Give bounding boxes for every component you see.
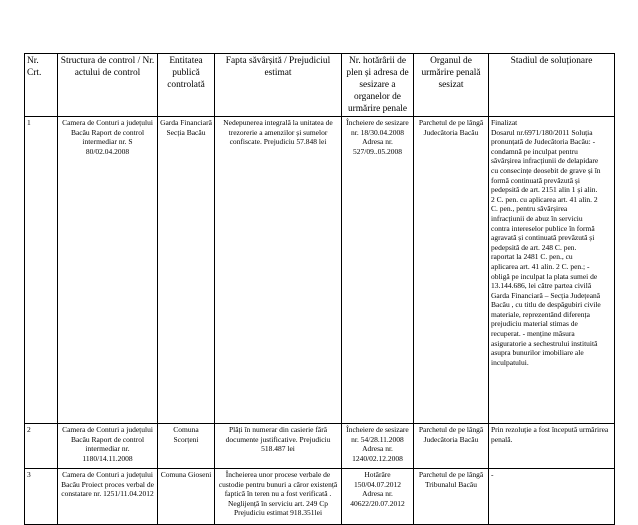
cell-stadiul: [489, 117, 615, 424]
stadiul-line: formă continuată prevăzută și: [491, 175, 580, 185]
stadiul-line: Bacău , cu titlu de despăgubiri civile: [491, 300, 601, 310]
cell-hotararea: Încheiere de sesizare nr. 18/30.04.2008 Adresa nr. 527/09..05.2008: [342, 117, 414, 424]
investigations-table: [24, 53, 615, 525]
stadiul-line: Prin rezoluție a fost începută urmărirea penală.: [491, 425, 609, 444]
stadiul-line: Finalizat: [491, 118, 518, 127]
cell-nr: 2: [25, 424, 58, 469]
cell-hotararea: Hotărâre 150/04.07.2012 Adresa nr. 40622/20.07.2012: [342, 469, 414, 525]
stadiul-line: condamnă pe inculpat pentru: [491, 146, 578, 156]
cell-organul: Parchetul de pe lângă Tribunalul Bacău: [414, 469, 489, 525]
stadiul-line: pedepsită de art. 2151 alin 1 și alin.: [491, 185, 598, 195]
cell-nr: 1: [25, 117, 58, 424]
stadiul-line: materiale, reprezentând diferența: [491, 309, 590, 319]
stadiul-line: Garda Financiară – Secția Județeană: [491, 290, 601, 300]
stadiul-line: săvârșirea infracțiunii de delapidare: [491, 156, 599, 166]
stadiul-line: obligă pe inculpat la plata sumei de: [491, 271, 598, 281]
cell-structura: Camera de Conturi a județului Bacău Raport de control intermediar nr. S 80/02.04.2008: [58, 117, 158, 424]
header-organul: Organul de urmărire penală sesizat: [414, 54, 489, 117]
header-fapta: Fapta săvârșită / Prejudiciul estimat: [215, 54, 342, 117]
cell-entitatea: Garda Financiară Secția Bacău: [158, 117, 215, 424]
stadiul-line: 2 C. pen. cu aplicarea art. 41 alin. 2: [491, 194, 598, 204]
cell-stadiul: [489, 469, 615, 525]
stadiul-line: raportat la 2481 C. pen., cu: [491, 252, 573, 262]
stadiul-line: C. pen., pentru săvârșirea: [491, 204, 568, 214]
cell-organul: Parchetul de pe lângă Judecătoria Bacău: [414, 117, 489, 424]
header-hotararea: Nr. hotărârii de plen și adresa de sesizare a organelor de urmărire penale: [342, 54, 414, 117]
stadiul-line: pronunțată de Judecătoria Bacău: -: [491, 137, 596, 147]
header-structura: Structura de control / Nr. actului de control: [58, 54, 158, 117]
cell-fapta: Nedepunerea integrală la unitatea de trezorerie a amenzilor și sumelor confiscate. Prejudiciu 57.848 lei: [215, 117, 342, 424]
cell-structura: Camera de Conturi a județului Bacău Raport de control intermediar nr. 1180/14.11.2008: [58, 424, 158, 469]
cell-entitatea: Comuna Scorțeni: [158, 424, 215, 469]
table-row: [25, 469, 615, 525]
stadiul-line: agravată și continuată prevăzută și: [491, 233, 595, 243]
stadiul-line: aplicarea art. 41 alin. 2 C. pen.; -: [491, 261, 590, 271]
header-row: [25, 54, 615, 117]
stadiul-line: asupra bunurilor imobiliare ale: [491, 348, 584, 358]
header-stadiul: Stadiul de soluționare: [489, 54, 615, 117]
cell-fapta: Plăți în numerar din casierie fără documente justificative. Prejudiciu 518.487 lei: [215, 424, 342, 469]
stadiul-line: inculpatului.: [491, 357, 529, 367]
stadiul-line: recuperat. - menține măsura: [491, 329, 575, 339]
stadiul-line: 13.144.686, lei către partea civilă: [491, 281, 592, 291]
stadiul-line: prejudiciu material stimas de: [491, 319, 578, 329]
cell-entitatea: Comuna Gioseni: [158, 469, 215, 525]
cell-nr: 3: [25, 469, 58, 525]
table-row: [25, 424, 615, 469]
stadiul-line: -: [491, 470, 494, 479]
table-row: [25, 117, 615, 424]
cell-hotararea: Încheiere de sesizare nr. 54/28.11.2008 Adresa nr. 1240/02.12.2008: [342, 424, 414, 469]
stadiul-line: pedepsită de art. 248 C. pen.: [491, 242, 577, 252]
cell-stadiul: [489, 424, 615, 469]
cell-organul: Parchetul de pe lângă Judecătoria Bacău: [414, 424, 489, 469]
header-entitatea: Entitatea publică controlată: [158, 54, 215, 117]
stadiul-line: Dosarul nr.6971/180/2011 Soluția: [491, 127, 593, 137]
stadiul-line: asiguratorie a sechestrului instituită: [491, 338, 598, 348]
header-nr-crt: Nr. Crt.: [25, 54, 58, 117]
cell-fapta: Încheierea unor procese verbale de custodie pentru bunuri a căror existență faptică în teren nu a fost verificată . Neglijență în serviciu art. 249 Cp Prejudiciu estimat 918.351lei: [215, 469, 342, 525]
stadiul-line: infracțiunii de abuz în serviciu: [491, 213, 583, 223]
stadiul-line: contra intereselor publice în formă: [491, 223, 595, 233]
cell-structura: Camera de Conturi a județului Bacău Proiect proces verbal de constatare nr. 1251/11.04.2012: [58, 469, 158, 525]
stadiul-line: cu consecințe deosebit de grave și în: [491, 165, 601, 175]
